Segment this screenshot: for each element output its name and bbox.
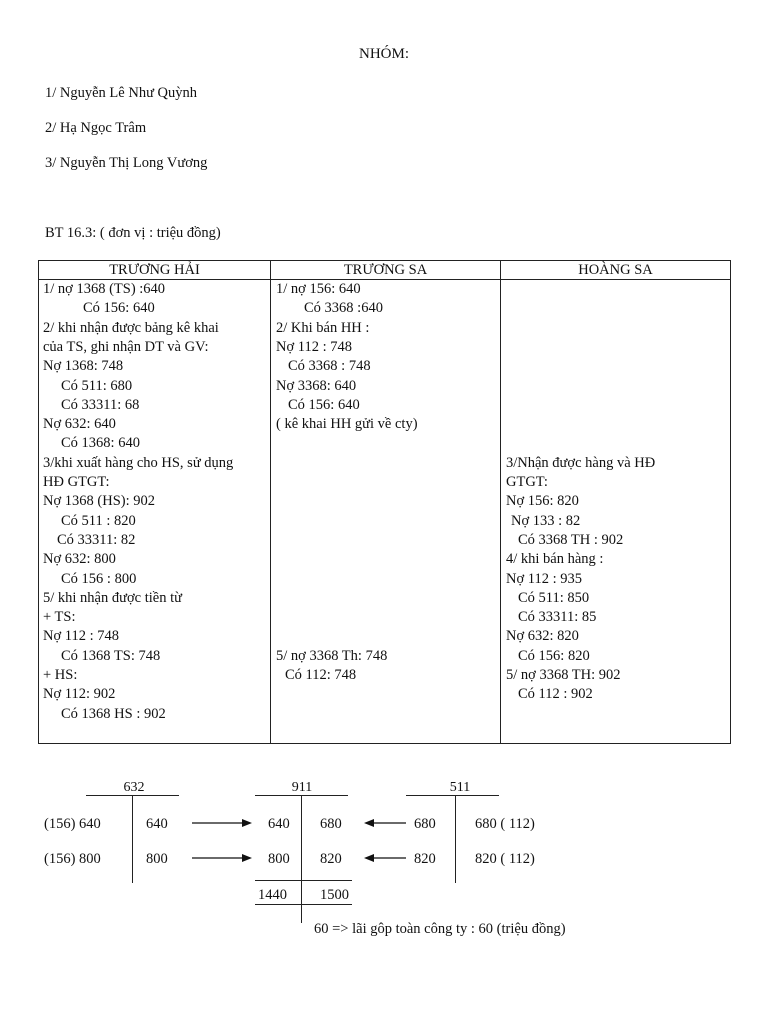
column-truong-sa bbox=[270, 280, 500, 743]
entry-line: 5/ nợ 3368 TH: 902 bbox=[506, 667, 621, 683]
t-account-511-divider bbox=[455, 795, 456, 883]
header-hoang-sa: HOÀNG SA bbox=[500, 261, 730, 280]
t-account-511-debit-2: 820 bbox=[414, 851, 436, 867]
entry-line: 1/ nợ 1368 (TS) :640 bbox=[43, 281, 166, 297]
entry-line: GTGT: bbox=[506, 474, 548, 490]
t-account-511-label: 511 bbox=[449, 780, 471, 795]
conclusion-text: 60 => lãi gôp toàn công ty : 60 (triệu đồng) bbox=[314, 921, 566, 937]
entry-line: Có 156: 820 bbox=[518, 647, 590, 664]
entry-line: 5/ nợ 3368 Th: 748 bbox=[276, 647, 388, 664]
entry-line: ( kê khai HH gửi về cty) bbox=[276, 416, 418, 433]
column-truong-hai bbox=[39, 280, 270, 743]
header-truong-hai: TRƯƠNG HẢI bbox=[39, 261, 270, 280]
member-1: 1/ Nguyễn Lê Như Quỳnh bbox=[45, 85, 198, 101]
entry-line: Nợ 156: 820 bbox=[506, 493, 579, 510]
t-account-911-debit-1: 640 bbox=[268, 816, 290, 832]
entry-line: Có 156: 640 bbox=[83, 300, 155, 317]
entry-line: + TS: bbox=[43, 609, 76, 626]
entry-line: + HS: bbox=[43, 667, 78, 683]
entry-line: Có 1368: 640 bbox=[61, 435, 140, 452]
entry-line: 1/ nợ 156: 640 bbox=[276, 281, 361, 297]
entry-line: Nợ 1368 (HS): 902 bbox=[43, 493, 155, 510]
t-account-511-credit-1: 680 ( 112) bbox=[475, 816, 535, 832]
arrow-right-icon bbox=[190, 851, 254, 865]
arrow-left-icon bbox=[362, 851, 408, 865]
entry-line: Nợ 3368: 640 bbox=[276, 377, 357, 394]
entry-line: 3/khi xuất hàng cho HS, sử dụng bbox=[43, 454, 234, 471]
page-title: NHÓM: bbox=[358, 46, 409, 62]
t-account-632-credit-1: 640 bbox=[146, 816, 168, 832]
exercise-title: BT 16.3: ( đơn vị : triệu đồng) bbox=[45, 225, 221, 241]
entry-line: 5/ khi nhận được tiền từ bbox=[43, 589, 182, 606]
entry-line: Có 511 : 820 bbox=[61, 512, 136, 529]
header-truong-sa: TRƯƠNG SA bbox=[270, 261, 500, 280]
entry-line: 3/Nhận được hàng và HĐ bbox=[506, 454, 656, 471]
entry-line: Có 33311: 82 bbox=[57, 531, 136, 548]
arrow-right-icon bbox=[190, 816, 254, 830]
t-account-511-debit-1: 680 bbox=[414, 816, 436, 832]
entry-line: Có 511: 850 bbox=[518, 589, 590, 606]
t-account-911-total-credit: 1500 bbox=[320, 887, 349, 903]
accounting-table bbox=[38, 260, 731, 744]
entry-line: Nợ 133 : 82 bbox=[511, 512, 581, 529]
column-hoang-sa bbox=[500, 280, 730, 743]
t-account-911-debit-2: 800 bbox=[268, 851, 290, 867]
t-account-911-credit-1: 680 bbox=[320, 816, 342, 832]
entry-line: Có 156 : 800 bbox=[61, 570, 137, 587]
t-account-911-total-top-line bbox=[255, 880, 352, 881]
t-account-911-credit-2: 820 bbox=[320, 851, 342, 867]
entry-line: Có 1368 HS : 902 bbox=[61, 705, 166, 722]
entry-line: Nợ 112 : 935 bbox=[506, 570, 583, 587]
entry-line: Có 33311: 85 bbox=[518, 609, 597, 626]
entry-line: Có 3368 : 748 bbox=[288, 358, 371, 375]
entry-line: HĐ GTGT: bbox=[43, 474, 110, 490]
entry-line: Nợ 112 : 748 bbox=[43, 628, 120, 645]
entry-line: Nợ 112 : 748 bbox=[276, 338, 353, 355]
entry-line: 2/ Khi bán HH : bbox=[276, 319, 370, 336]
entry-line: Nợ 112: 902 bbox=[43, 686, 116, 703]
entry-line: 4/ khi bán hàng : bbox=[506, 551, 604, 568]
t-account-511-top-line bbox=[406, 795, 499, 796]
t-account-511-credit-2: 820 ( 112) bbox=[475, 851, 535, 867]
entry-line: Nợ 632: 640 bbox=[43, 416, 116, 433]
t-account-911-total-bottom-line bbox=[255, 904, 352, 905]
entry-line: Có 3368 TH : 902 bbox=[518, 531, 624, 548]
t-account-911-label: 911 bbox=[291, 780, 313, 795]
entry-line: Nợ 632: 800 bbox=[43, 551, 116, 568]
entry-line: Có 112: 748 bbox=[285, 667, 357, 683]
entry-line: Có 3368 :640 bbox=[304, 300, 383, 317]
member-2: 2/ Hạ Ngọc Trâm bbox=[45, 120, 147, 136]
entry-line: Có 511: 680 bbox=[61, 377, 133, 394]
entry-line: của TS, ghi nhận DT và GV: bbox=[43, 338, 209, 355]
t-account-632-debit-1: (156) 640 bbox=[44, 816, 101, 832]
arrow-left-icon bbox=[362, 816, 408, 830]
entry-line: Có 156: 640 bbox=[288, 396, 360, 413]
t-account-632-credit-2: 800 bbox=[146, 851, 168, 867]
member-3: 3/ Nguyễn Thị Long Vương bbox=[45, 155, 208, 171]
entry-line: Có 33311: 68 bbox=[61, 396, 140, 413]
entry-line: 2/ khi nhận được bảng kê khai bbox=[43, 319, 219, 336]
t-account-632-debit-2: (156) 800 bbox=[44, 851, 101, 867]
t-account-632-label: 632 bbox=[123, 780, 145, 795]
entry-line: Có 1368 TS: 748 bbox=[61, 647, 161, 664]
entry-line: Nợ 1368: 748 bbox=[43, 358, 124, 375]
entry-line: Nợ 632: 820 bbox=[506, 628, 579, 645]
entry-line: Có 112 : 902 bbox=[518, 686, 593, 703]
t-account-632-divider bbox=[132, 795, 133, 883]
t-account-911-total-debit: 1440 bbox=[258, 887, 287, 903]
